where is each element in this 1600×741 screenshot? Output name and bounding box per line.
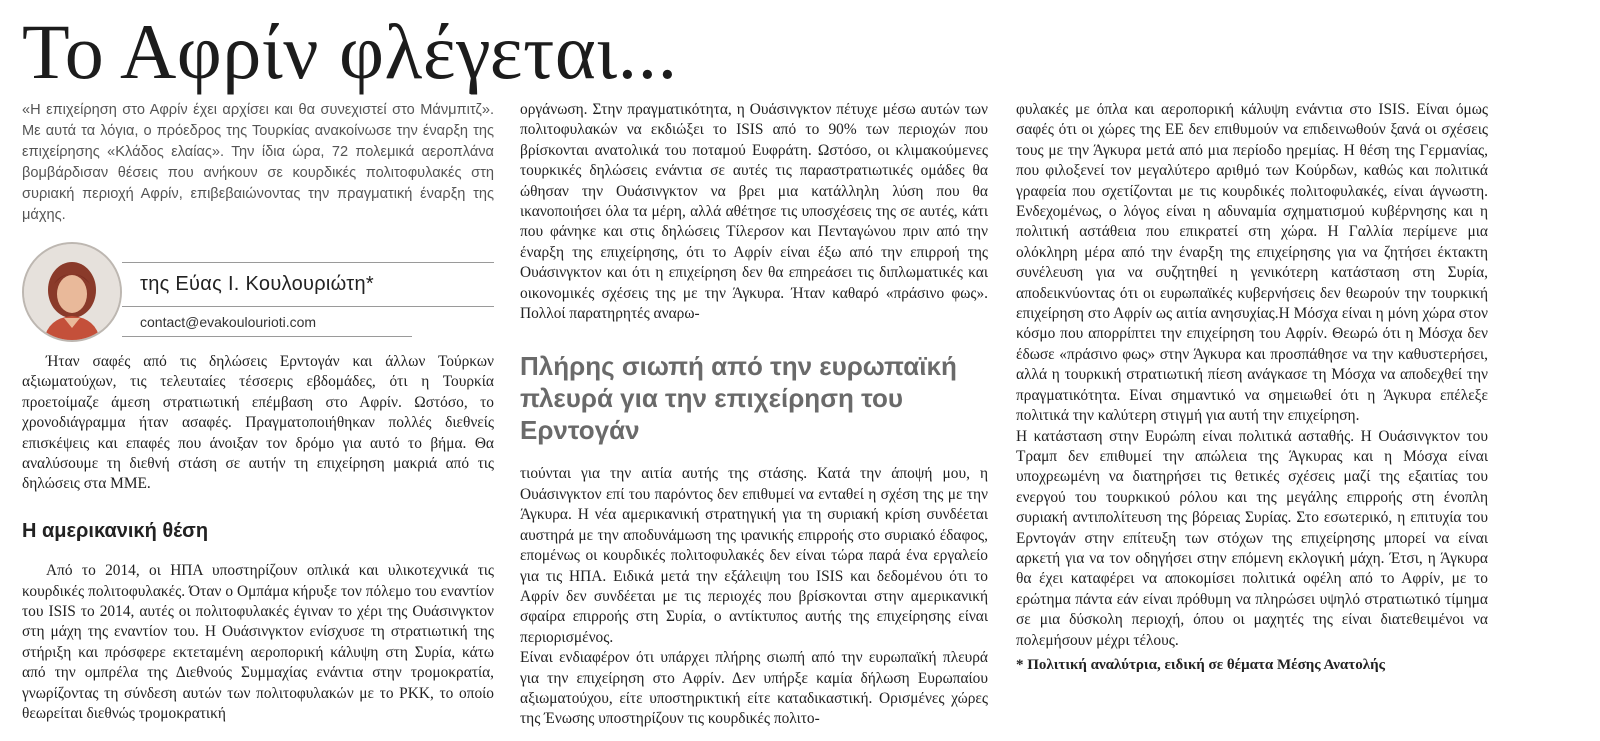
column-2 xyxy=(520,100,988,730)
author-byline xyxy=(22,242,494,352)
section-heading-american: Η αμερικανική θέση xyxy=(22,519,209,542)
paragraph: Η κατάσταση στην Ευρώπη είναι πολιτικά ασταθής. Η Ουάσινγκτον του Τραμπ δεν επιθυμεί την απώλεια της Άγκυρας και η Μόσχα είναι υποχρεωμένη να διατηρήσει τις θετικές σχέσεις μαζί της εξαιτίας του ενεργού του τουρκικού ρόλου και της μεγάλης επιρροής στη ένοπλη συριακή αντιπολίτευση της βόρειας Συρίας. Στο εσωτερικό, η επιτυχία του Ερντογάν στην επίτευξη των στόχων της επιχείρησης μπορεί να είναι αρκετή για να τον οδηγήσει στην επόμενη εκλογική μάχη. Έτσι, η Άγκυρα θα έχει καταφέρει να αποκομίσει πολιτικά οφέλη από το Αφρίν, με το ερώτημα πάντα εάν είναι πρόθυμη να πληρώσει υψηλό στρατιωτικό τίμημα σε μια δύσκολη περιοχή, όπου οι μαχητές της είναι διατεθειμένοι να πολεμήσουν μέχρι τέλους. xyxy=(1016,427,1488,649)
column-3 xyxy=(1016,100,1488,675)
paragraph: Από το 2014, οι ΗΠΑ υποστηρίζουν οπλικά και υλικοτεχνικά τις κουρδικές πολιτοφυλακές. Όταν ο Ομπάμα κήρυξε τον πόλεμο του εναντίον του ISIS το 2014, αυτές οι πολιτοφυλακές έγιναν το χέρι της Ουάσινγκτον στη μάχη της εναντίον του. Η Ουάσινγκτον ενίσχυσε τη στρατιωτική της στήριξη και πρόσφερε εκτεταμένη αεροπορική κάλυψη στη Συρία, κάτω από την ομπρέλα της Διεθνούς Συμμαχίας ενάντια στην τρομοκρατία, γνωρίζοντας τη σύνδεση αυτών των πολιτοφυλακών με το PKK, το οποίο θεωρείται διεθνώς τρομοκρατική xyxy=(22,562,494,723)
author-portrait-icon xyxy=(24,244,120,340)
byline-rule-middle xyxy=(122,306,494,307)
paragraph: οργάνωση. Στην πραγματικότητα, η Ουάσινγκτον πέτυχε μέσω αυτών των πολιτοφυλακών να εκδιώξει το ISIS από το 90% των περιοχών που βρίσκονται ανατολικά του ποταμού Ευφράτη. Ωστόσο, οι κλιμακούμενες τουρκικές δηλώσεις ενάντια σε αυτές τις παραστρατιωτικές ομάδες θα ώθησαν την Ουάσινγκτον να βρει μια κατάλληλη λύση που θα ικανοποιήσει όλα τα μέρη, αλλά αθέτησε τις υποσχέσεις της σε αυτές, κάτι που φάνηκε και στις δηλώσεις Τίλερσον και Πενταγώνου πριν από την έναρξη της επιχείρησης, ότι το Αφρίν είναι έξω από την επιρροή της Ουάσινγκτον και ότι η επιχείρηση δεν θα επηρεάσει τις διπλωματικές και οικονομικές σχέσεις της με την Άγκυρα. Ήταν καθαρό «πράσινο φως». Πολλοί παρατηρητές αναρω- xyxy=(520,101,988,323)
section-heading-european: Πλήρης σιωπή από την ευρωπαϊκή πλευρά για την επιχείρηση του Ερντογάν xyxy=(520,351,957,446)
byline-rule-bottom xyxy=(122,336,412,337)
author-name: της Εύας Ι. Κουλουριώτη* xyxy=(140,273,374,295)
author-footnote: * Πολιτική αναλύτρια, ειδική σε θέματα Μέσης Ανατολής xyxy=(1016,656,1385,673)
column-1 xyxy=(22,100,494,725)
author-avatar xyxy=(22,242,122,342)
article-lead: «Η επιχείρηση στο Αφρίν έχει αρχίσει και θα συνεχιστεί στο Μάνμπιτζ». Με αυτά τα λόγια, ο πρόεδρος της Τουρκίας ανακοίνωσε την έναρξη της επιχείρησης «Κλάδος ελαίας». Την ίδια ώρα, 72 πολεμικά αεροπλάνα βομβάρδισαν θέσεις που ανήκουν σε κουρδικές πολιτοφυλακές στη συριακή περιοχή Αφρίν, επιβεβαιώνοντας την πραγματική έναρξη της μάχης. xyxy=(22,102,494,223)
paragraph: Είναι ενδιαφέρον ότι υπάρχει πλήρης σιωπή από την ευρωπαϊκή πλευρά για την επιχείρηση στο Αφρίν. Δεν υπήρξε καμία δήλωση Ευρωπαίου αξιωματούχου, είτε υποστηρικτική είτε καταδικαστική. Ορισμένες χώρες της Ένωσης υποστηρίζουν τις κουρδικές πολιτο- xyxy=(520,649,988,728)
article-title: Το Αφρίν φλέγεται... xyxy=(22,8,678,95)
author-email[interactable]: contact@evakoulourioti.com xyxy=(140,314,317,330)
paragraph: Ήταν σαφές από τις δηλώσεις Ερντογάν και άλλων Τούρκων αξιωματούχων, τις τελευταίες τέσσερις εβδομάδες, ότι η Τουρκία προετοίμαζε άμεση στρατιωτική επέμβαση στο Αφρίν. Ωστόσο, το χρονοδιάγραμμα ήταν ασαφές. Πραγματοποιήθηκαν πολλές διεθνείς επισκέψεις και επαφές που άνοιξαν τον δρόμο για αυτό το βήμα. Θα αναλύσουμε τη διεθνή στάση σε αυτήν τη επιχείρηση μακριά από τις δηλώσεις στα ΜΜΕ. xyxy=(22,353,494,493)
paragraph: φυλακές με όπλα και αεροπορική κάλυψη ενάντια στο ISIS. Είναι όμως σαφές ότι οι χώρες της ΕΕ δεν επιθυμούν να επιδεινωθούν ξανά οι σχέσεις τους με την Άγκυρα μετά από μια περίοδο ηρεμίας. Η θέση της Γερμανίας, που φιλοξενεί τον μεγαλύτερο αριθμό των Κούρδων, καθώς και πολιτικά γραφεία που σχετίζονται με τις κουρδικές πολιτοφυλακές, είναι άγνωστη. Ενδεχομένως, ο λόγος είναι η αδυναμία σχηματισμού κυβέρνησης και η πολιτική αστάθεια που επικρατεί στη χώρα. Η Γαλλία περίμενε μια ολόκληρη μέρα από την έναρξη της επιχείρησης για να ζητήσει έκτακτη συνέλευση για να συζητηθεί η γενικότερη κατάσταση στη Συρία, αποδεικνύοντας ότι οι ευρωπαϊκές κυβερνήσεις δεν θεωρούν την τουρκική επιχείρηση στο Αφρίν ως αιτία ανησυχίας.Η Μόσχα είναι η μόνη χώρα στον κόσμο που απορρίπτει την επιχείρηση του Αφρίν. Θεωρώ ότι η Μόσχα δεν έδωσε «πράσινο φως» στην Άγκυρα και προσπάθησε να την καθυστερήσει, αλλά η τουρκική στρατιωτική πίεση ανάγκασε τη Μόσχα να αποδεχθεί την πραγματικότητα. Είναι σημαντικό να σημειωθεί ότι η Άγκυρα επέλεξε πολιτικά την καλύτερη στιγμή για αυτή την επιχείρηση. xyxy=(1016,101,1488,425)
byline-rule-top xyxy=(122,262,494,263)
paragraph: τιούνται για την αιτία αυτής της στάσης. Κατά την άποψή μου, η Ουάσινγκτον επί του παρόντος δεν επιθυμεί να ενταθεί η σχέση της με την Άγκυρα. Η νέα αμερικανική στρατηγική για τη συριακή κρίση συνδέεται αυστηρά με την αποδυνάμωση της ιρανικής επιρροής στο συριακό έδαφος, επομένως οι κουρδικές πολιτοφυλακές δεν είναι τώρα παρά ένα εργαλείο για τις ΗΠΑ. Ειδικά μετά την εξάλειψη του ISIS και δεδομένου ότι το Αφρίν δεν συνδέεται με τις περιοχές που βρίσκονται στην αμερικανική σφαίρα επιρροής στη Συρία, ο αντίκτυπος αυτής της επιχείρησης είναι περιορισμένος. xyxy=(520,465,988,646)
